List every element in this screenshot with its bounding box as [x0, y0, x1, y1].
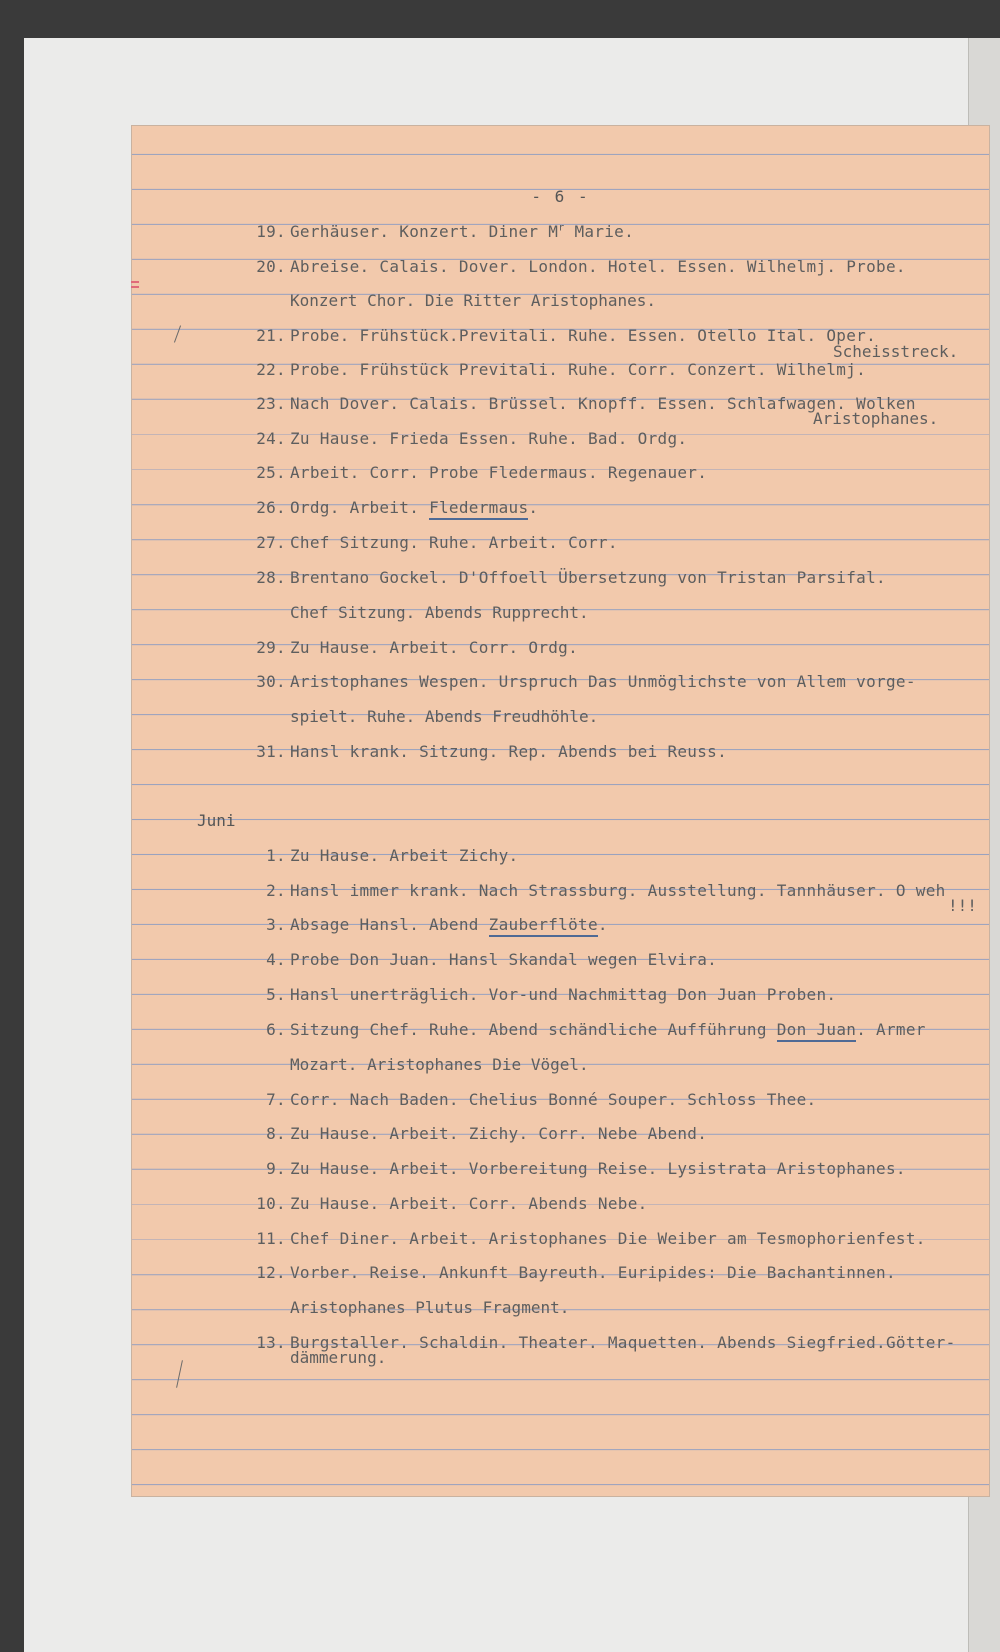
entry-19: 19. Gerhäuser. Konzert. Diner $M^r$ Marie. [256, 222, 635, 241]
june-entry-11: 11. Chef Diner. Arbeit. Aristophanes Die Weiber am Tesmophorienfest. [256, 1229, 926, 1248]
entry-22: 22. Probe. Frühstück Previtali. Ruhe. Corr. Conzert. Wilhelmj. [256, 360, 867, 379]
june-entry-2-note: !!! [948, 896, 977, 915]
entry-21-note: Scheisstreck. [833, 342, 959, 361]
june-entry-13-continued: dämmerung. [290, 1348, 387, 1367]
june-entry-7: 7. Corr. Nach Baden. Chelius Bonné Souper. Schloss Thee. [266, 1090, 817, 1109]
entry-23-note: Aristophanes. [813, 409, 939, 428]
pencil-mark [174, 325, 181, 342]
diary-page [131, 125, 990, 1497]
june-entry-4: 4. Probe Don Juan. Hansl Skandal wegen Elvira. [266, 950, 718, 969]
june-entry-9: 9. Zu Hause. Arbeit. Vorbereitung Reise. Lysistrata Aristophanes. [266, 1159, 906, 1178]
entry-20-continued: Konzert Chor. Die Ritter Aristophanes. [290, 291, 657, 310]
june-entry-3: 3. Absage Hansl. Abend Zauberflöte. [246, 915, 608, 934]
entry-29: 29. Zu Hause. Arbeit. Corr. Ordg. [256, 638, 579, 657]
june-entry-13: 13. Burgstaller. Schaldin. Theater. Maquetten. Abends Siegfried.Götter- [256, 1333, 956, 1352]
month-label: Juni [197, 811, 236, 830]
june-entry-12: 12. Vorber. Reise. Ankunft Bayreuth. Euripides: Die Bachantinnen. [256, 1263, 896, 1282]
margin-mark [131, 286, 139, 288]
june-entry-6-continued: Mozart. Aristophanes Die Vögel. [290, 1055, 589, 1074]
entry-30-continued: spielt. Ruhe. Abends Freudhöhle. [290, 707, 599, 726]
entry-30: 30. Aristophanes Wespen. Urspruch Das Unmöglichste von Allem vorge- [256, 672, 916, 691]
entry-21: 21. Probe. Frühstück.Previtali. Ruhe. Essen. Otello Ital. Oper. [256, 326, 877, 345]
entry-25: 25. Arbeit. Corr. Probe Fledermaus. Regenauer. [256, 463, 708, 482]
pencil-mark [176, 1360, 183, 1388]
june-entry-10: 10. Zu Hause. Arbeit. Corr. Abends Nebe. [256, 1194, 648, 1213]
margin-mark [131, 281, 139, 283]
entry-20: 20. Abreise. Calais. Dover. London. Hotel. Essen. Wilhelmj. Probe. [256, 257, 906, 276]
june-entry-1: 1. Zu Hause. Arbeit Zichy. [266, 846, 519, 865]
june-entry-5: 5. Hansl unerträglich. Vor-und Nachmittag Don Juan Proben. [266, 985, 837, 1004]
entry-23: 23. Nach Dover. Calais. Brüssel. Knopff. Essen. Schlafwagen. Wolken [256, 394, 916, 413]
june-entry-2: 2. Hansl immer krank. Nach Strassburg. Ausstellung. Tannhäuser. O weh [266, 881, 946, 900]
entry-24: 24. Zu Hause. Frieda Essen. Ruhe. Bad. Ordg. [256, 429, 688, 448]
june-entry-6: 6. Sitzung Chef. Ruhe. Abend schändliche Aufführung Don Juan. Armer [246, 1020, 926, 1039]
entry-31: 31. Hansl krank. Sitzung. Rep. Abends bei Reuss. [256, 742, 728, 761]
june-entry-8: 8. Zu Hause. Arbeit. Zichy. Corr. Nebe Abend. [266, 1124, 708, 1143]
entry-26: 26. Ordg. Arbeit. Fledermaus. [246, 498, 538, 517]
page-number: - 6 - [531, 187, 590, 206]
entry-28: 28. Brentano Gockel. D'Offoell Übersetzung von Tristan Parsifal. [256, 568, 886, 587]
entry-27: 27. Chef Sitzung. Ruhe. Arbeit. Corr. [256, 533, 618, 552]
june-entry-12-continued: Aristophanes Plutus Fragment. [290, 1298, 570, 1317]
entry-28-continued: Chef Sitzung. Abends Rupprecht. [290, 603, 589, 622]
